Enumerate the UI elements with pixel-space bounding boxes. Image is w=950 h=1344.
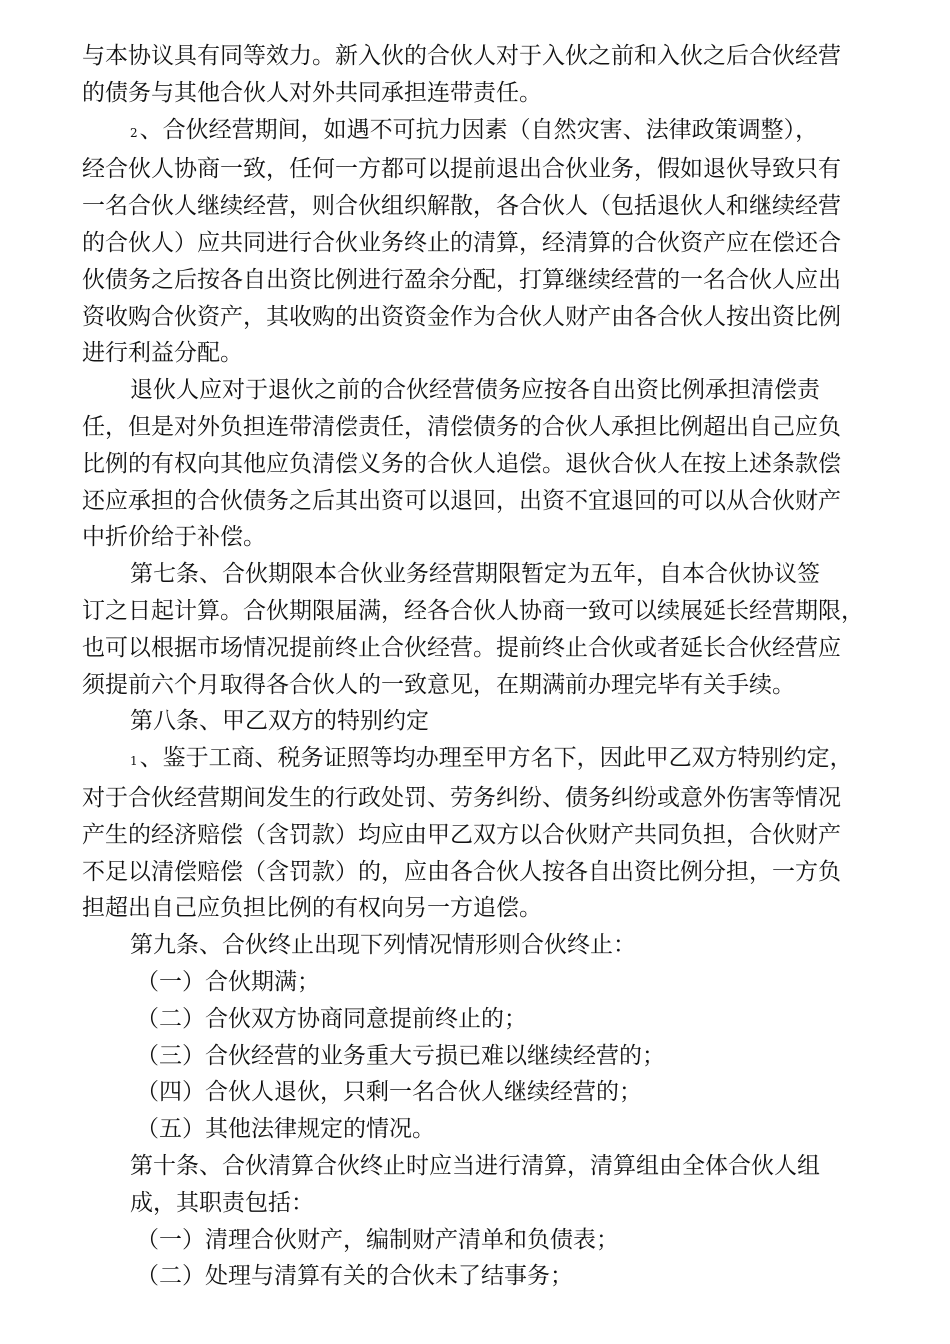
list-item: （二）处理与清算有关的合伙未了结事务； <box>136 1263 573 1290</box>
list-item: （二）合伙双方协商同意提前终止的； <box>136 1005 527 1032</box>
text-line: 一名合伙人继续经营，则合伙组织解散，各合伙人（包括退伙人和继续经营 <box>82 193 841 220</box>
heading-article-8 <box>82 703 890 740</box>
clause-number: 2 <box>130 125 138 140</box>
list-item: （三）合伙经营的业务重大亏损已难以继续经营的； <box>136 1042 665 1069</box>
text-line: 第九条、合伙终止出现下列情况情形则合伙终止： <box>130 932 636 959</box>
text-line: 还应承担的合伙债务之后其出资可以退回，出资不宜退回的可以从合伙财产 <box>82 487 841 514</box>
text-line: 经合伙人协商一致，任何一方都可以提前退出合伙业务，假如退伙导致只有 <box>82 156 841 183</box>
list-item: （一）清理合伙财产，编制财产清单和负债表； <box>136 1226 619 1253</box>
list-item: （一）合伙期满； <box>136 968 320 995</box>
text-line: 比例的有权向其他应负清偿义务的合伙人追偿。退伙合伙人在按上述条款偿 <box>82 450 841 477</box>
paragraph-continuation <box>82 38 890 112</box>
text-line: 第八条、甲乙双方的特别约定 <box>130 708 429 735</box>
paragraph-clause-1 <box>82 740 890 927</box>
text-line: 的合伙人）应共同进行合伙业务终止的清算，经清算的合伙资产应在偿还合 <box>82 229 841 256</box>
text-line: 中折价给于补偿。 <box>82 524 266 551</box>
text-line: 资收购合伙资产，其收购的出资资金作为合伙人财产由各合伙人按出资比例 <box>82 303 841 330</box>
text-line: 的债务与其他合伙人对外共同承担连带责任。 <box>82 79 542 106</box>
clause-number: 1 <box>130 754 138 769</box>
text-line: 须提前六个月取得各合伙人的一致意见，在期满前办理完毕有关手续。 <box>82 671 795 698</box>
text-line: 产生的经济赔偿（含罚款）均应由甲乙双方以合伙财产共同负担，合伙财产 <box>82 821 841 848</box>
paragraph-article-10 <box>82 1148 890 1222</box>
text-line: 第十条、合伙清算合伙终止时应当进行清算，清算组由全体合伙人组 <box>130 1152 820 1179</box>
paragraph-article-7 <box>82 556 890 703</box>
list-item: （四）合伙人退伙，只剩一名合伙人继续经营的； <box>136 1079 642 1106</box>
list-termination <box>82 964 890 1148</box>
text-line: 不足以清偿赔偿（含罚款）的，应由各合伙人按各自出资比例分担，一方负 <box>82 858 841 885</box>
text-line: 订之日起计算。合伙期限届满，经各合伙人协商一致可以续展延长经营期限， <box>82 597 864 624</box>
text-line: 第七条、合伙期限本合伙业务经营期限暂定为五年，自本合伙协议签 <box>130 561 820 588</box>
text-line: 、鉴于工商、税务证照等均办理至甲方名下，因此甲乙双方特别约定， <box>139 745 853 772</box>
heading-article-9 <box>82 927 890 964</box>
text-line: 成，其职责包括： <box>130 1189 314 1216</box>
list-item: （五）其他法律规定的情况。 <box>136 1116 435 1143</box>
text-line: 伙债务之后按各自出资比例进行盈余分配，打算继续经营的一名合伙人应出 <box>82 266 841 293</box>
text-line: 担超出自己应负担比例的有权向另一方追偿。 <box>82 895 542 922</box>
text-line: 与本协议具有同等效力。新入伙的合伙人对于入伙之前和入伙之后合伙经营 <box>82 43 841 69</box>
text-line: 也可以根据市场情况提前终止合伙经营。提前终止合伙或者延长合伙经营应 <box>82 634 841 661</box>
text-line: 、合伙经营期间，如遇不可抗力因素（自然灾害、法律政策调整）， <box>139 116 819 143</box>
list-liquidation-duties <box>82 1222 890 1296</box>
text-line: 退伙人应对于退伙之前的合伙经营债务应按各自出资比例承担清偿责 <box>130 377 820 404</box>
text-line: 进行利益分配。 <box>82 340 243 367</box>
text-line: 对于合伙经营期间发生的行政处罚、劳务纠纷、债务纠纷或意外伤害等情况 <box>82 784 841 811</box>
paragraph-withdrawal <box>82 372 890 556</box>
paragraph-clause-2 <box>82 112 890 373</box>
text-line: 任，但是对外负担连带清偿责任，清偿债务的合伙人承担比例超出自己应负 <box>82 413 841 440</box>
